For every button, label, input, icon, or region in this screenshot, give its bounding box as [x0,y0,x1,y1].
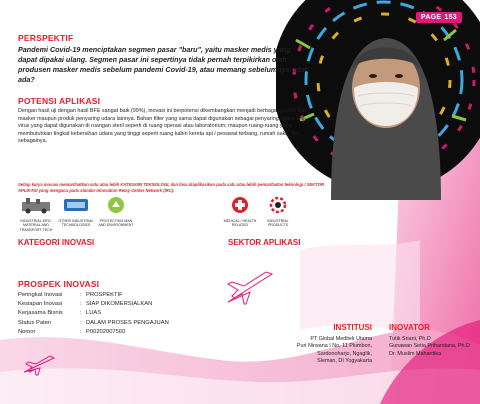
sektor-icon-item [260,196,296,228]
airplane-small-icon [22,354,58,376]
page-number: 153 [444,14,457,21]
inovator-list [389,336,479,358]
page-number-badge [416,12,462,23]
sektor-icons [222,196,302,230]
irc-note: Setiap karya inovasi memanfaatkan satu atau lebih KATEGORI TEKNOLOGI, dan bisa diaplikasikan pada satu atau lebih pemanfaatan teknologi / SEKTOR APLIKASI yang mengacu pada standar Innovation Relay Center Network (IRC). [18,182,325,193]
kategori-icon-item [58,196,94,228]
prospek-row: Kesiapan Inovasi : SIAP DIKOMERSIALKAN [18,300,218,309]
prospek-value: LUAS [86,310,102,317]
potensi-body: Dengan hasil uji dengan hasil BFE sangat baik (99%), inovasi ini berpotensi dikembangkan menjadi berbagai produk filter masker maupun produk penyaring udara lainnya. Bahan filter yang sama dapat digunakan sebagai penyaring udara anti-virus yang dapat digunakan di ruangan steril seperti di ruang operasi atau laboratorium; maupun ruang-ruang yang membutuhkan tingkat kebersihan udara yang tinggi seperti ruang kabin kereta api / pesawat terbang, rumah sakit, dan sebagainya. [18,108,308,145]
inovator-line: Gunawan Setia Prihandana, Ph.D [389,343,470,350]
prospek-row: Kerjasama Bisnis : LUAS [18,309,218,318]
recycling-icon [98,196,134,214]
sektor-icon-item [222,196,258,228]
prospek-key: Kerjasama Bisnis [18,310,63,317]
inovator-line: Dr. Muslim Mahardika [389,350,442,357]
industrial-products-icon [260,196,296,214]
prospek-row: Nomor : P00202007560 [18,328,218,337]
kategori-heading: KATEGORI INOVASI [18,238,95,247]
inovator-line: Tutik Sriani, Ph.D [389,336,431,342]
airplane-icon [224,268,278,308]
institusi-line: Puri Nirwana I No. 11 Plumbon, [296,343,372,350]
institusi-address [240,336,372,366]
prospek-row: Status Paten : DALAM PROSES PENGAJUAN [18,319,218,328]
industrial-icon [18,196,54,214]
institusi-heading: INSTITUSI [333,323,372,332]
prospek-table [18,291,218,337]
perspektif-quote: Pandemi Covid-19 menciptakan segmen pasar "baru", yaitu masker medis yang dapat dipakai ulang. Segmen pasar ini sepertinya tidak pernah terpikirkan oleh produsen masker medis sebelum pandemi Covid-19, atau memang sebelumnya tidak ada? [18,45,309,84]
kategori-icon-item [98,196,134,228]
inovator-heading: INOVATOR [389,323,430,332]
kategori-caption: PROTECTING MAN AND ENVIRONMENT [98,219,134,228]
sektor-caption: INDUSTRIAL PRODUCTS [267,219,289,228]
sektor-heading: SEKTOR APLIKASI [228,238,301,247]
prospek-key: Status Paten [18,319,52,326]
sektor-caption: MEDICAL / HEALTH RELATED [223,219,257,228]
prospek-value: SIAP DIKOMERSIALKAN [86,301,153,308]
prospek-value: PROSPEKTIF [86,292,123,298]
prospek-value: P00202007560 [86,328,126,335]
page-label: PAGE [420,14,442,21]
potensi-heading: POTENSI APLIKASI [18,96,101,106]
kategori-icons [18,196,138,230]
prospek-heading: PROSPEK INOVASI [18,279,100,289]
institusi-line: Sleman, DI Yogyakarta [317,358,372,365]
prospek-key: Kesiapan Inovasi [18,301,63,308]
prospek-key: Peringkat Inovasi [18,292,63,298]
kategori-icon-item [18,196,54,232]
institusi-line: Sardonoharjo, Ngaglik, [317,350,372,357]
prospek-row: Peringkat Inovasi : PROSPEKTIF [18,291,218,300]
medical-health-icon [222,196,258,214]
prospek-key: Nomor [18,328,36,335]
perspektif-heading: PERSPEKTIF [18,33,74,43]
kategori-caption: INDUSTRIAL MFG, MATERIAL AND TRANSPORT TECH [19,219,53,232]
prospek-value: DALAM PROSES PENGAJUAN [86,319,169,326]
institusi-line: PT Global Meditek Utama [310,336,372,342]
kategori-caption: OTHER INDUSTRIAL TECHNOLOGIES [58,219,94,228]
industrial-tech-icon [58,196,94,214]
portrait-photo [276,0,480,200]
